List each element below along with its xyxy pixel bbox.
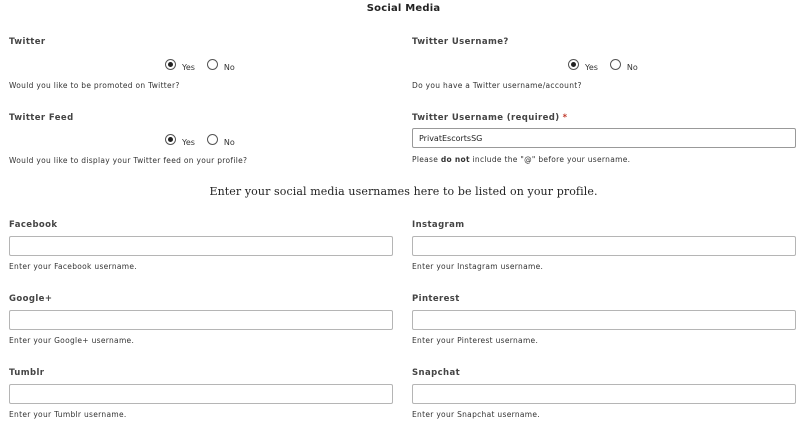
tumblr-label: Tumblr — [9, 368, 45, 378]
pinterest-help: Enter your Pinterest username. — [412, 336, 539, 345]
twitter-username-label-text: Twitter Username (required) — [412, 113, 560, 123]
twitter-username-question-label: Twitter Username? — [412, 37, 509, 47]
twitter-username-question-radio-group — [568, 56, 646, 72]
pinterest-label: Pinterest — [412, 294, 460, 304]
instagram-label: Instagram — [412, 220, 465, 230]
twitter-username-question-help: Do you have a Twitter username/account? — [412, 81, 582, 90]
twitter-label: Twitter — [9, 37, 46, 47]
social-media-heading: Enter your social media usernames here to be listed on your profile. — [209, 185, 598, 198]
twitter-no-radio[interactable] — [207, 59, 218, 70]
twitter-username-no-radio[interactable] — [610, 59, 621, 70]
twitter-feed-radio-group — [165, 131, 243, 147]
twitter-username-help-pre: Please — [412, 155, 439, 164]
snapchat-help: Enter your Snapchat username. — [412, 410, 541, 419]
instagram-input[interactable] — [412, 236, 796, 256]
twitter-no-option[interactable] — [207, 57, 235, 72]
twitter-username-input[interactable] — [412, 128, 796, 148]
twitter-feed-label: Twitter Feed — [9, 113, 74, 123]
twitter-feed-yes-radio[interactable] — [165, 134, 176, 145]
instagram-help: Enter your Instagram username. — [412, 262, 544, 271]
twitter-help: Would you like to be promoted on Twitter? — [9, 81, 180, 90]
twitter-no-label: No — [223, 62, 235, 72]
twitter-feed-no-option[interactable] — [207, 132, 235, 147]
googleplus-help: Enter your Google+ username. — [9, 336, 135, 345]
twitter-feed-help: Would you like to display your Twitter feed on your profile? — [9, 156, 248, 165]
required-mark: * — [562, 113, 568, 123]
twitter-username-yes-option[interactable] — [568, 57, 598, 72]
twitter-username-help — [412, 155, 630, 164]
tumblr-help: Enter your Tumblr username. — [9, 410, 127, 419]
twitter-feed-no-label: No — [223, 137, 235, 147]
twitter-username-no-option[interactable] — [610, 57, 638, 72]
twitter-username-yes-radio[interactable] — [568, 59, 579, 70]
pinterest-input[interactable] — [412, 310, 796, 330]
twitter-username-label — [412, 113, 567, 123]
section-title: Social Media — [366, 3, 441, 14]
twitter-yes-radio[interactable] — [165, 59, 176, 70]
twitter-username-no-label: No — [626, 62, 638, 72]
facebook-input[interactable] — [9, 236, 393, 256]
twitter-radio-group — [165, 56, 243, 72]
snapchat-label: Snapchat — [412, 368, 461, 378]
twitter-yes-option[interactable] — [165, 57, 195, 72]
twitter-feed-yes-option[interactable] — [165, 132, 195, 147]
twitter-yes-label: Yes — [182, 62, 195, 72]
tumblr-input[interactable] — [9, 384, 393, 404]
twitter-username-yes-label: Yes — [585, 62, 598, 72]
twitter-feed-no-radio[interactable] — [207, 134, 218, 145]
facebook-label: Facebook — [9, 220, 58, 230]
twitter-username-help-bold: do not — [440, 155, 470, 164]
facebook-help: Enter your Facebook username. — [9, 262, 137, 271]
googleplus-label: Google+ — [9, 294, 53, 304]
googleplus-input[interactable] — [9, 310, 393, 330]
snapchat-input[interactable] — [412, 384, 796, 404]
twitter-feed-yes-label: Yes — [182, 137, 195, 147]
twitter-username-help-post: include the "@" before your username. — [472, 155, 631, 164]
